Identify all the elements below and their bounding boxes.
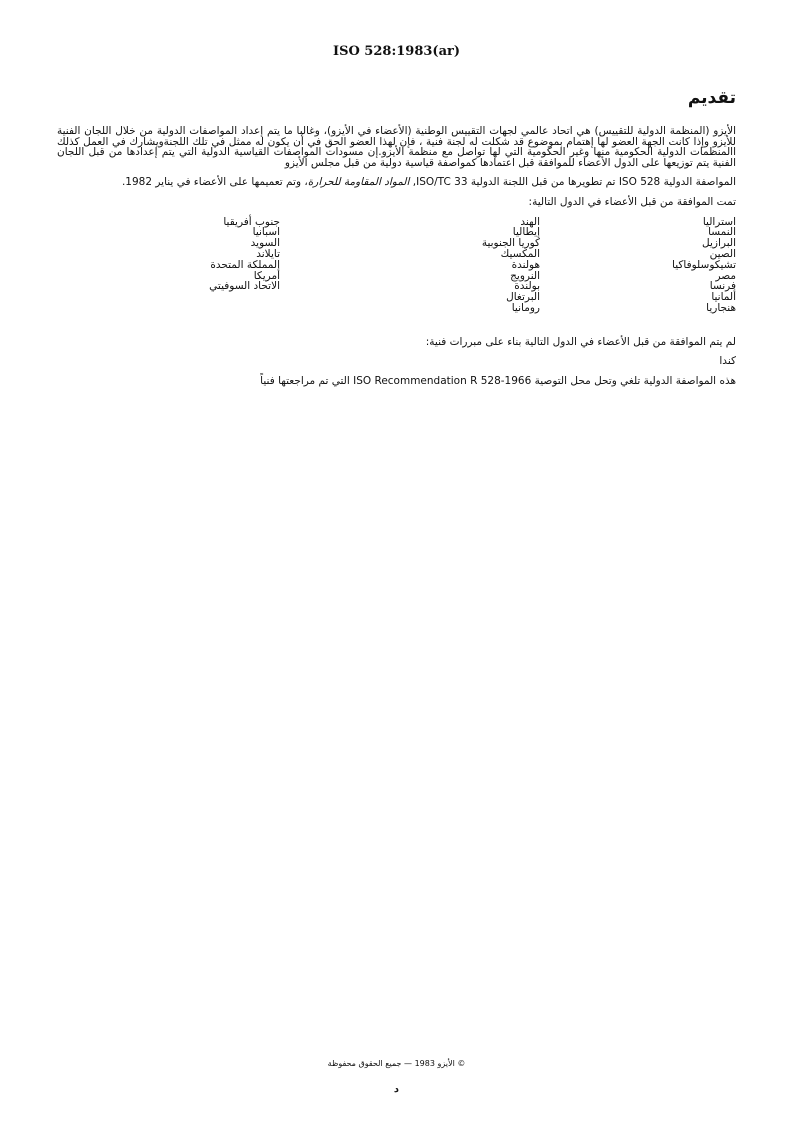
country-column-1 — [672, 217, 736, 314]
country-item: ألمانيا — [711, 291, 736, 304]
approval-heading: تمت الموافقة من قبل الأعضاء في الدول التالية: — [528, 195, 736, 208]
replacement-note: هذه المواصفة الدولية تلغي وتحل محل التوصية ISO Recommendation R 528-1966 التي تم مراجعتها فنياً — [260, 374, 736, 387]
country-item: اسبانيا — [252, 226, 280, 239]
country-item: مصر — [715, 269, 736, 282]
country-item: البرتغال — [506, 291, 540, 304]
document-code: ISO 528:1983(ar) — [332, 44, 460, 59]
country-item: الاتحاد السوفيتي — [209, 280, 280, 293]
country-item: هولندة — [511, 258, 540, 271]
country-item: استراليا — [702, 215, 736, 228]
country-item: بولندة — [514, 280, 540, 293]
development-suffix: ، وتم تعميمها على الأعضاء في يناير 1982. — [121, 176, 308, 189]
disapproval-heading: لم يتم الموافقة من قبل الأعضاء في الدول التالية بناء على مبررات فنية: — [425, 335, 736, 348]
country-item: النمسا — [708, 226, 736, 239]
country-column-2 — [482, 217, 540, 314]
country-item: جنوب أفريقيا — [223, 215, 280, 228]
country-item: إيطاليا — [512, 226, 540, 239]
development-prefix: المواصفة الدولية ISO 528 تم تطويرها من قبل اللجنة الدولية ISO/TC 33, — [409, 176, 736, 189]
country-item: هنجاريا — [706, 301, 736, 314]
foreword-section — [57, 86, 736, 395]
country-item: الصين — [709, 247, 736, 260]
intro-paragraph: الأيزو (المنظمة الدولية للتقييس) هي اتحاد عالمي لجهات التقييس الوطنية (الأعضاء في الأيزو)، وغالبا ما يتم إعداد المواصفات الدولية من خلال اللجان الفنية للأيزو وإذا كانت الجهة العضو لها إهتمام بموضوع قد شكلت له لجنة فنية ، فإن لهذا العضو الحق في أن يكون له ممثل في تلك اللجنةويشارك في العمل كذلك االمنظمات الدولية الحكومية منها وغير الحكومية التي لها تواصل مع منظمة الأيزو.إن مسودات المواصفات القياسية الدولية التي يتم إعدادها من قبل اللجان الفنية يتم توزيعها على الدول الأعضاء للموافقة قبل اعتمادها كمواصفة قياسية دولية من قبل مجلس الأيزو — [57, 125, 736, 169]
country-item: تشيكوسلوفاكيا — [672, 258, 736, 271]
country-item: المملكة المتحدة — [210, 258, 280, 271]
country-item: البرازيل — [702, 237, 736, 250]
approving-countries — [57, 217, 736, 329]
country-item: أمريكا — [253, 269, 280, 282]
committee-name: المواد المقاومة للحرارة — [307, 176, 410, 189]
page-title: تقديم — [687, 88, 736, 108]
country-item: فرنسا — [709, 280, 736, 293]
country-item: تايلاند — [256, 247, 280, 260]
copyright-notice: © الأيزو 1983 — جميع الحقوق محفوظة — [327, 1059, 466, 1068]
country-item: الهند — [520, 215, 540, 228]
country-column-3 — [209, 217, 280, 293]
disapproval-countries: كندا — [719, 355, 736, 368]
development-paragraph — [57, 177, 736, 188]
country-item: رومانيا — [511, 301, 540, 314]
country-item: السويد — [250, 237, 280, 250]
country-item: المكسيك — [500, 247, 540, 260]
page-number: د — [393, 1084, 400, 1095]
country-item: كوريا الجنوبية — [481, 237, 540, 250]
country-item: النرويج — [510, 269, 540, 282]
